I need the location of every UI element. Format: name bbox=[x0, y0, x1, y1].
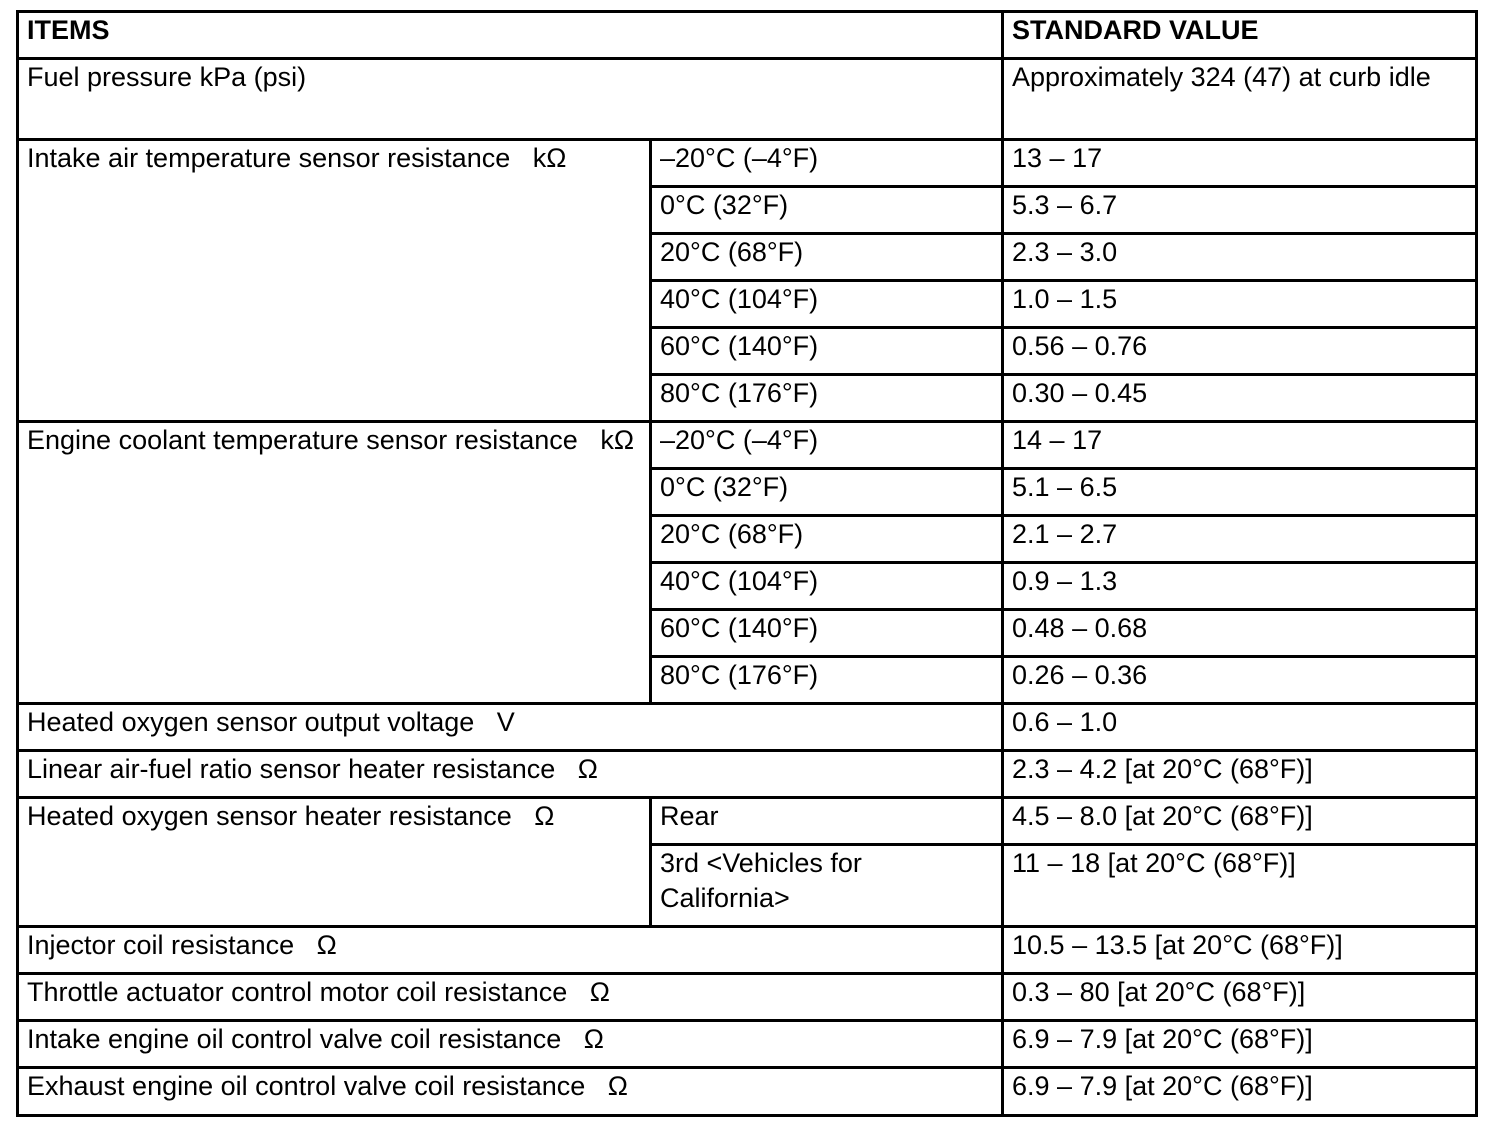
condition-cell: 40°C (104°F) bbox=[651, 281, 1003, 328]
value-cell: 0.6 – 1.0 bbox=[1003, 704, 1477, 751]
condition-cell: 0°C (32°F) bbox=[651, 187, 1003, 234]
condition-cell: 20°C (68°F) bbox=[651, 234, 1003, 281]
item-cell: Linear air-fuel ratio sensor heater resistance Ω bbox=[18, 751, 1003, 798]
condition-cell: 20°C (68°F) bbox=[651, 516, 1003, 563]
condition-cell: –20°C (–4°F) bbox=[651, 422, 1003, 469]
condition-cell: –20°C (–4°F) bbox=[651, 140, 1003, 187]
item-cell: Heated oxygen sensor heater resistance Ω bbox=[18, 798, 651, 927]
item-cell: Intake engine oil control valve coil resistance Ω bbox=[18, 1021, 1003, 1068]
table-row bbox=[18, 1068, 1477, 1116]
table-row bbox=[18, 422, 1477, 469]
table-row bbox=[18, 1021, 1477, 1068]
value-cell: 6.9 – 7.9 [at 20°C (68°F)] bbox=[1003, 1021, 1477, 1068]
table-row bbox=[18, 704, 1477, 751]
value-cell: 0.30 – 0.45 bbox=[1003, 375, 1477, 422]
value-cell: Approximately 324 (47) at curb idle bbox=[1003, 59, 1477, 140]
condition-cell: 80°C (176°F) bbox=[651, 375, 1003, 422]
condition-cell: 80°C (176°F) bbox=[651, 657, 1003, 704]
value-cell: 14 – 17 bbox=[1003, 422, 1477, 469]
value-cell: 5.3 – 6.7 bbox=[1003, 187, 1477, 234]
value-cell: 2.3 – 3.0 bbox=[1003, 234, 1477, 281]
value-cell: 2.1 – 2.7 bbox=[1003, 516, 1477, 563]
item-cell: Throttle actuator control motor coil resistance Ω bbox=[18, 974, 1003, 1021]
standard-value-header: STANDARD VALUE bbox=[1003, 12, 1477, 59]
value-cell: 0.9 – 1.3 bbox=[1003, 563, 1477, 610]
condition-cell: 40°C (104°F) bbox=[651, 563, 1003, 610]
table-row bbox=[18, 140, 1477, 187]
item-cell: Engine coolant temperature sensor resistance kΩ bbox=[18, 422, 651, 704]
items-header: ITEMS bbox=[18, 12, 1003, 59]
standard-value-table bbox=[16, 10, 1478, 1117]
item-cell: Injector coil resistance Ω bbox=[18, 927, 1003, 974]
table-row bbox=[18, 927, 1477, 974]
table-row bbox=[18, 974, 1477, 1021]
value-cell: 10.5 – 13.5 [at 20°C (68°F)] bbox=[1003, 927, 1477, 974]
value-cell: 5.1 – 6.5 bbox=[1003, 469, 1477, 516]
table-row bbox=[18, 59, 1477, 140]
value-cell: 2.3 – 4.2 [at 20°C (68°F)] bbox=[1003, 751, 1477, 798]
condition-cell: Rear bbox=[651, 798, 1003, 845]
table-row bbox=[18, 751, 1477, 798]
condition-cell: 0°C (32°F) bbox=[651, 469, 1003, 516]
condition-cell: 60°C (140°F) bbox=[651, 610, 1003, 657]
condition-cell: 60°C (140°F) bbox=[651, 328, 1003, 375]
value-cell: 0.56 – 0.76 bbox=[1003, 328, 1477, 375]
value-cell: 4.5 – 8.0 [at 20°C (68°F)] bbox=[1003, 798, 1477, 845]
value-cell: 1.0 – 1.5 bbox=[1003, 281, 1477, 328]
item-cell: Intake air temperature sensor resistance kΩ bbox=[18, 140, 651, 422]
item-cell: Heated oxygen sensor output voltage V bbox=[18, 704, 1003, 751]
value-cell: 13 – 17 bbox=[1003, 140, 1477, 187]
item-cell: Fuel pressure kPa (psi) bbox=[18, 59, 1003, 140]
table-header-row bbox=[18, 12, 1477, 59]
condition-cell: 3rd <Vehicles for California> bbox=[651, 845, 1003, 927]
table-row bbox=[18, 798, 1477, 845]
value-cell: 0.3 – 80 [at 20°C (68°F)] bbox=[1003, 974, 1477, 1021]
value-cell: 6.9 – 7.9 [at 20°C (68°F)] bbox=[1003, 1068, 1477, 1116]
value-cell: 0.26 – 0.36 bbox=[1003, 657, 1477, 704]
item-cell: Exhaust engine oil control valve coil resistance Ω bbox=[18, 1068, 1003, 1116]
value-cell: 11 – 18 [at 20°C (68°F)] bbox=[1003, 845, 1477, 927]
value-cell: 0.48 – 0.68 bbox=[1003, 610, 1477, 657]
